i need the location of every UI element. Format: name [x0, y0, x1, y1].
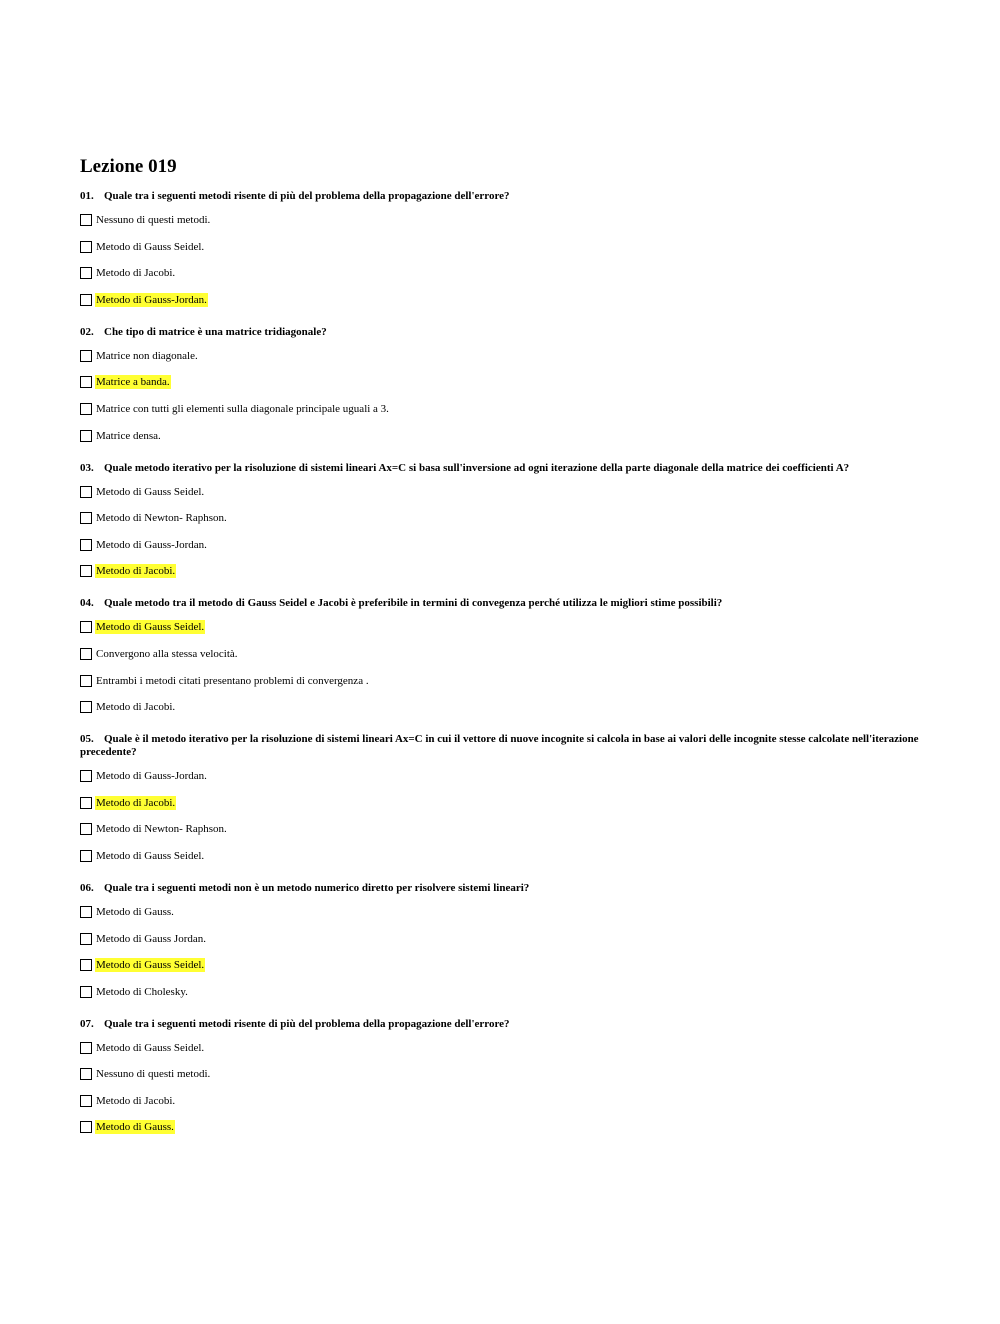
answer-checkbox[interactable]: [80, 376, 92, 388]
answer-label: Nessuno di questi metodi.: [96, 214, 211, 226]
answer-label-highlighted: Metodo di Gauss Seidel.: [96, 621, 205, 634]
answer-label: Metodo di Newton- Raphson.: [96, 823, 227, 836]
answer-checkbox[interactable]: [80, 906, 92, 918]
question-text: [80, 190, 920, 203]
answer-label: Nessuno di questi metodi.: [96, 1068, 211, 1081]
question-text: [80, 326, 920, 339]
question-number: 05.: [80, 733, 94, 746]
answer-checkbox[interactable]: [80, 648, 92, 660]
question-number: 03.: [80, 461, 94, 474]
answer-label: Matrice non diagonale.: [96, 349, 198, 362]
question-block: [80, 326, 920, 444]
answer-checkbox[interactable]: [80, 621, 92, 633]
question-text: [80, 462, 920, 475]
question-prompt: Quale tra i seguenti metodi risente di più del problema della propagazione dell'errore?: [104, 190, 510, 202]
answer-checkbox[interactable]: [80, 267, 92, 279]
question-number: 04.: [80, 597, 94, 610]
answer-label: Metodo di Gauss Jordan.: [96, 932, 206, 945]
answer-label: Metodo di Jacobi.: [96, 1094, 176, 1107]
question-prompt: Quale è il metodo iterativo per la risoluzione di sistemi lineari Ax=C in cui il vettore di nuove incognite si calcola in base ai valori delle incognite stesse calcolate nell'iterazione precedente?: [80, 733, 919, 759]
answer-option[interactable]: [80, 848, 920, 864]
answer-label-highlighted: Metodo di Jacobi.: [96, 565, 176, 578]
question-prompt: Quale metodo iterativo per la risoluzione di sistemi lineari Ax=C si basa sull'inversione ad ogni iterazione della parte diagonale della matrice dei coefficienti A?: [104, 461, 850, 474]
answer-checkbox[interactable]: [80, 770, 92, 782]
answer-label: Matrice con tutti gli elementi sulla diagonale principale uguali a 3.: [96, 402, 389, 415]
question-block: [80, 882, 920, 1000]
answer-checkbox[interactable]: [80, 539, 92, 551]
quiz-page: [80, 154, 920, 1153]
answer-checkbox[interactable]: [80, 565, 92, 577]
answer-label-highlighted: Matrice a banda.: [96, 376, 170, 389]
answer-label-highlighted: Metodo di Gauss-Jordan.: [96, 293, 207, 306]
answer-option[interactable]: [80, 510, 920, 526]
question-block: [80, 1018, 920, 1136]
question-text: [80, 882, 920, 895]
answer-option[interactable]: [80, 768, 920, 784]
answer-option[interactable]: [80, 1040, 920, 1056]
answer-option[interactable]: [80, 348, 920, 364]
question-text: [80, 733, 920, 759]
question-block: [80, 462, 920, 580]
answer-option[interactable]: [80, 957, 920, 973]
answer-checkbox[interactable]: [80, 214, 92, 226]
answer-checkbox[interactable]: [80, 823, 92, 835]
answer-label: Metodo di Cholesky.: [96, 985, 188, 998]
answer-option[interactable]: [80, 984, 920, 1000]
answer-checkbox[interactable]: [80, 933, 92, 945]
question-number: 01.: [80, 190, 94, 202]
answer-label: Metodo di Gauss Seidel.: [96, 485, 205, 498]
answer-label: Metodo di Gauss-Jordan.: [96, 538, 207, 551]
answer-checkbox[interactable]: [80, 850, 92, 862]
answer-option[interactable]: [80, 673, 920, 689]
answer-option[interactable]: [80, 1093, 920, 1109]
answer-label: Matrice densa.: [96, 429, 161, 442]
answer-checkbox[interactable]: [80, 294, 92, 306]
answer-option[interactable]: [80, 1066, 920, 1082]
answer-option[interactable]: [80, 428, 920, 444]
answer-checkbox[interactable]: [80, 675, 92, 687]
question-block: [80, 597, 920, 715]
answer-option[interactable]: [80, 563, 920, 579]
answer-label: Metodo di Gauss Seidel.: [96, 240, 205, 253]
answer-checkbox[interactable]: [80, 241, 92, 253]
answer-checkbox[interactable]: [80, 1095, 92, 1107]
answer-label: Metodo di Gauss-Jordan.: [96, 770, 207, 783]
question-list: [80, 190, 920, 1135]
question-number: 02.: [80, 325, 94, 338]
question-prompt: Che tipo di matrice è una matrice tridiagonale?: [104, 325, 327, 338]
answer-checkbox[interactable]: [80, 1042, 92, 1054]
question-number: 07.: [80, 1017, 94, 1030]
answer-option[interactable]: [80, 484, 920, 500]
answer-option[interactable]: [80, 374, 920, 390]
question-text: [80, 597, 920, 610]
answer-option[interactable]: [80, 699, 920, 715]
answer-checkbox[interactable]: [80, 350, 92, 362]
answer-option[interactable]: [80, 646, 920, 662]
answer-option[interactable]: [80, 401, 920, 417]
answer-checkbox[interactable]: [80, 986, 92, 998]
answer-option[interactable]: [80, 265, 920, 281]
answer-label: Metodo di Newton- Raphson.: [96, 512, 227, 525]
answer-checkbox[interactable]: [80, 430, 92, 442]
answer-checkbox[interactable]: [80, 403, 92, 415]
answer-option[interactable]: [80, 239, 920, 255]
answer-label-highlighted: Metodo di Gauss Seidel.: [96, 959, 205, 972]
answer-option[interactable]: [80, 212, 920, 228]
answer-option[interactable]: [80, 619, 920, 635]
question-prompt: Quale tra i seguenti metodi risente di più del problema della propagazione dell'errore?: [104, 1017, 510, 1030]
answer-option[interactable]: [80, 292, 920, 308]
answer-label: Metodo di Gauss Seidel.: [96, 849, 205, 862]
answer-checkbox[interactable]: [80, 486, 92, 498]
answer-option[interactable]: [80, 537, 920, 553]
answer-checkbox[interactable]: [80, 701, 92, 713]
answer-checkbox[interactable]: [80, 512, 92, 524]
question-prompt: Quale metodo tra il metodo di Gauss Seidel e Jacobi è preferibile in termini di convegenza perché utilizza le migliori stime possibili?: [104, 597, 723, 610]
answer-option[interactable]: [80, 795, 920, 811]
question-prompt: Quale tra i seguenti metodi non è un metodo numerico diretto per risolvere sistemi lineari?: [104, 881, 530, 894]
answer-label: Metodo di Jacobi.: [96, 701, 176, 714]
question-block: [80, 733, 920, 864]
question-block: [80, 190, 920, 308]
answer-checkbox[interactable]: [80, 959, 92, 971]
answer-option[interactable]: [80, 904, 920, 920]
answer-label: Metodo di Jacobi.: [96, 267, 176, 280]
answer-label-highlighted: Metodo di Gauss.: [96, 1121, 174, 1134]
answer-label: Metodo di Gauss.: [96, 905, 174, 918]
question-number: 06.: [80, 881, 94, 894]
answer-label: Convergono alla stessa velocità.: [96, 647, 238, 660]
answer-checkbox[interactable]: [80, 797, 92, 809]
answer-checkbox[interactable]: [80, 1068, 92, 1080]
answer-option[interactable]: [80, 1119, 920, 1135]
answer-label-highlighted: Metodo di Jacobi.: [96, 796, 176, 809]
answer-option[interactable]: [80, 821, 920, 837]
answer-label: Entrambi i metodi citati presentano problemi di convergenza .: [96, 674, 369, 687]
answer-label: Metodo di Gauss Seidel.: [96, 1041, 205, 1054]
question-text: [80, 1018, 920, 1031]
lesson-title: Lezione 019: [80, 156, 177, 177]
answer-checkbox[interactable]: [80, 1121, 92, 1133]
answer-option[interactable]: [80, 931, 920, 947]
